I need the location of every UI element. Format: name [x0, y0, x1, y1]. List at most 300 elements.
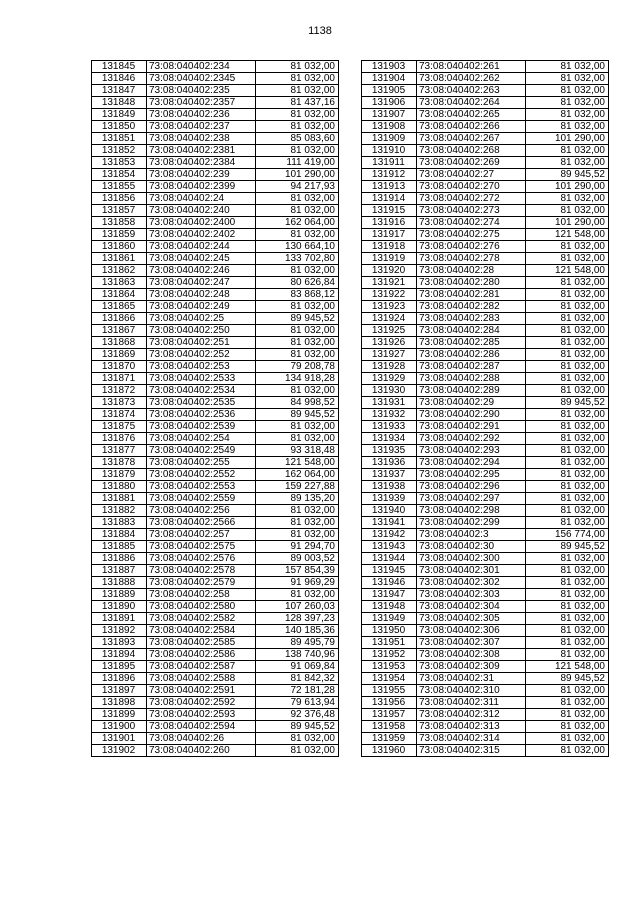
cadastral-number: 73:08:040402:263 [417, 85, 526, 97]
table-row [362, 601, 609, 613]
cadastral-number: 73:08:040402:261 [417, 61, 526, 73]
cadastral-value: 81 032,00 [256, 349, 339, 361]
table-row [362, 481, 609, 493]
cadastral-value: 89 003,52 [256, 553, 339, 565]
table-row [362, 649, 609, 661]
cadastral-number: 73:08:040402:2591 [147, 685, 256, 697]
cadastral-value: 140 185,36 [256, 625, 339, 637]
row-number: 131879 [92, 469, 147, 481]
row-number: 131924 [362, 313, 417, 325]
cadastral-value: 138 740,96 [256, 649, 339, 661]
cadastral-number: 73:08:040402:282 [417, 301, 526, 313]
cadastral-number: 73:08:040402:24 [147, 193, 256, 205]
table-row [362, 493, 609, 505]
table-row [362, 433, 609, 445]
row-number: 131952 [362, 649, 417, 661]
cadastral-number: 73:08:040402:28 [417, 265, 526, 277]
cadastral-value: 81 032,00 [256, 337, 339, 349]
table-row [92, 709, 339, 721]
cadastral-number: 73:08:040402:286 [417, 349, 526, 361]
table-row [362, 409, 609, 421]
row-number: 131902 [92, 745, 147, 757]
cadastral-value: 89 945,52 [256, 409, 339, 421]
cadastral-value: 101 290,00 [526, 217, 609, 229]
row-number: 131877 [92, 445, 147, 457]
table-row [362, 61, 609, 73]
cadastral-number: 73:08:040402:2592 [147, 697, 256, 709]
table-row [362, 445, 609, 457]
cadastral-number: 73:08:040402:298 [417, 505, 526, 517]
cadastral-value: 81 032,00 [256, 109, 339, 121]
cadastral-value: 128 397,23 [256, 613, 339, 625]
table-row [362, 661, 609, 673]
table-row [92, 277, 339, 289]
cadastral-number: 73:08:040402:2585 [147, 637, 256, 649]
row-number: 131942 [362, 529, 417, 541]
cadastral-number: 73:08:040402:270 [417, 181, 526, 193]
cadastral-value: 81 032,00 [526, 565, 609, 577]
cadastral-value: 93 318,48 [256, 445, 339, 457]
table-row [362, 241, 609, 253]
table-row [92, 241, 339, 253]
table-row [92, 313, 339, 325]
table-row [362, 289, 609, 301]
table-row [92, 697, 339, 709]
cadastral-value: 89 945,52 [256, 721, 339, 733]
table-row [362, 229, 609, 241]
table-row [362, 697, 609, 709]
table-row [362, 505, 609, 517]
cadastral-number: 73:08:040402:284 [417, 325, 526, 337]
cadastral-value: 81 032,00 [256, 85, 339, 97]
row-number: 131929 [362, 373, 417, 385]
cadastral-number: 73:08:040402:295 [417, 469, 526, 481]
cadastral-value: 81 032,00 [526, 97, 609, 109]
cadastral-value: 81 032,00 [526, 409, 609, 421]
table-row [362, 301, 609, 313]
cadastral-value: 81 032,00 [526, 109, 609, 121]
cadastral-number: 73:08:040402:255 [147, 457, 256, 469]
row-number: 131906 [362, 97, 417, 109]
cadastral-value: 81 032,00 [526, 553, 609, 565]
cadastral-value: 107 260,03 [256, 601, 339, 613]
cadastral-number: 73:08:040402:2345 [147, 73, 256, 85]
cadastral-value: 89 495,79 [256, 637, 339, 649]
table-row [92, 121, 339, 133]
row-number: 131901 [92, 733, 147, 745]
table-row [362, 685, 609, 697]
table-row [92, 529, 339, 541]
cadastral-number: 73:08:040402:2400 [147, 217, 256, 229]
cadastral-number: 73:08:040402:278 [417, 253, 526, 265]
table-row [362, 313, 609, 325]
cadastral-value: 89 945,52 [256, 313, 339, 325]
table-row [362, 457, 609, 469]
row-number: 131936 [362, 457, 417, 469]
cadastral-number: 73:08:040402:285 [417, 337, 526, 349]
table-row [92, 349, 339, 361]
cadastral-number: 73:08:040402:303 [417, 589, 526, 601]
cadastral-number: 73:08:040402:2593 [147, 709, 256, 721]
cadastral-value: 81 032,00 [526, 421, 609, 433]
table-row [362, 625, 609, 637]
row-number: 131900 [92, 721, 147, 733]
table-row [362, 553, 609, 565]
cadastral-value: 81 032,00 [526, 253, 609, 265]
row-number: 131943 [362, 541, 417, 553]
cadastral-number: 73:08:040402:314 [417, 733, 526, 745]
table-row [92, 361, 339, 373]
cadastral-number: 73:08:040402:3 [417, 529, 526, 541]
row-number: 131958 [362, 721, 417, 733]
table-row [92, 493, 339, 505]
table-row [92, 133, 339, 145]
row-number: 131870 [92, 361, 147, 373]
cadastral-value: 81 032,00 [256, 433, 339, 445]
row-number: 131925 [362, 325, 417, 337]
row-number: 131866 [92, 313, 147, 325]
table-row [362, 85, 609, 97]
row-number: 131948 [362, 601, 417, 613]
table-row [92, 421, 339, 433]
cadastral-value: 81 032,00 [526, 589, 609, 601]
cadastral-value: 81 032,00 [526, 685, 609, 697]
row-number: 131872 [92, 385, 147, 397]
cadastral-value: 81 032,00 [526, 457, 609, 469]
row-number: 131916 [362, 217, 417, 229]
cadastral-number: 73:08:040402:305 [417, 613, 526, 625]
table-row [92, 577, 339, 589]
cadastral-number: 73:08:040402:240 [147, 205, 256, 217]
cadastral-number: 73:08:040402:2536 [147, 409, 256, 421]
cadastral-value: 81 032,00 [526, 517, 609, 529]
row-number: 131869 [92, 349, 147, 361]
cadastral-number: 73:08:040402:2587 [147, 661, 256, 673]
cadastral-number: 73:08:040402:312 [417, 709, 526, 721]
table-row [92, 301, 339, 313]
table-row [362, 613, 609, 625]
cadastral-number: 73:08:040402:2566 [147, 517, 256, 529]
cadastral-number: 73:08:040402:304 [417, 601, 526, 613]
cadastral-value: 121 548,00 [526, 265, 609, 277]
cadastral-value: 81 032,00 [526, 241, 609, 253]
table-row [362, 361, 609, 373]
row-number: 131896 [92, 673, 147, 685]
cadastral-number: 73:08:040402:311 [417, 697, 526, 709]
row-number: 131944 [362, 553, 417, 565]
cadastral-number: 73:08:040402:287 [417, 361, 526, 373]
cadastral-value: 79 208,78 [256, 361, 339, 373]
row-number: 131940 [362, 505, 417, 517]
table-row [92, 673, 339, 685]
cadastral-number: 73:08:040402:315 [417, 745, 526, 757]
row-number: 131945 [362, 565, 417, 577]
row-number: 131848 [92, 97, 147, 109]
cadastral-value: 81 032,00 [526, 709, 609, 721]
cadastral-number: 73:08:040402:2586 [147, 649, 256, 661]
row-number: 131890 [92, 601, 147, 613]
row-number: 131931 [362, 397, 417, 409]
cadastral-value: 81 032,00 [256, 505, 339, 517]
cadastral-value: 133 702,80 [256, 253, 339, 265]
cadastral-value: 81 032,00 [256, 61, 339, 73]
table-row [92, 85, 339, 97]
row-number: 131937 [362, 469, 417, 481]
cadastral-value: 101 290,00 [526, 133, 609, 145]
table-row [92, 325, 339, 337]
cadastral-number: 73:08:040402:306 [417, 625, 526, 637]
cadastral-value: 81 032,00 [526, 481, 609, 493]
cadastral-number: 73:08:040402:288 [417, 373, 526, 385]
row-number: 131847 [92, 85, 147, 97]
cadastral-value: 83 868,12 [256, 289, 339, 301]
cadastral-value: 162 064,00 [256, 469, 339, 481]
row-number: 131926 [362, 337, 417, 349]
cadastral-number: 73:08:040402:272 [417, 193, 526, 205]
row-number: 131852 [92, 145, 147, 157]
cadastral-number: 73:08:040402:299 [417, 517, 526, 529]
table-row [362, 541, 609, 553]
cadastral-value: 81 032,00 [526, 277, 609, 289]
cadastral-number: 73:08:040402:236 [147, 109, 256, 121]
table-row [362, 349, 609, 361]
cadastral-value: 81 032,00 [526, 697, 609, 709]
cadastral-value: 81 032,00 [526, 577, 609, 589]
cadastral-value: 81 032,00 [526, 121, 609, 133]
cadastral-value: 81 032,00 [256, 517, 339, 529]
row-number: 131935 [362, 445, 417, 457]
cadastral-value: 81 032,00 [526, 469, 609, 481]
cadastral-number: 73:08:040402:283 [417, 313, 526, 325]
row-number: 131894 [92, 649, 147, 661]
cadastral-number: 73:08:040402:2533 [147, 373, 256, 385]
row-number: 131907 [362, 109, 417, 121]
cadastral-number: 73:08:040402:2381 [147, 145, 256, 157]
register-table-left [91, 60, 339, 757]
cadastral-number: 73:08:040402:27 [417, 169, 526, 181]
cadastral-number: 73:08:040402:244 [147, 241, 256, 253]
cadastral-value: 159 227,88 [256, 481, 339, 493]
table-row [362, 193, 609, 205]
cadastral-value: 81 032,00 [526, 385, 609, 397]
cadastral-value: 81 032,00 [256, 265, 339, 277]
row-number: 131898 [92, 697, 147, 709]
cadastral-value: 162 064,00 [256, 217, 339, 229]
cadastral-value: 81 032,00 [526, 445, 609, 457]
cadastral-number: 73:08:040402:293 [417, 445, 526, 457]
table-row [362, 97, 609, 109]
cadastral-value: 81 032,00 [526, 325, 609, 337]
cadastral-value: 81 032,00 [526, 73, 609, 85]
row-number: 131867 [92, 325, 147, 337]
row-number: 131897 [92, 685, 147, 697]
table-row [92, 109, 339, 121]
table-row [92, 733, 339, 745]
table-row [92, 565, 339, 577]
cadastral-number: 73:08:040402:256 [147, 505, 256, 517]
cadastral-value: 81 032,00 [256, 745, 339, 757]
cadastral-number: 73:08:040402:248 [147, 289, 256, 301]
table-row [92, 73, 339, 85]
row-number: 131910 [362, 145, 417, 157]
table-row [362, 565, 609, 577]
table-row [362, 709, 609, 721]
row-number: 131960 [362, 745, 417, 757]
cadastral-number: 73:08:040402:300 [417, 553, 526, 565]
row-number: 131928 [362, 361, 417, 373]
cadastral-value: 81 032,00 [526, 337, 609, 349]
row-number: 131933 [362, 421, 417, 433]
table-row [362, 673, 609, 685]
table-row [362, 205, 609, 217]
cadastral-value: 81 032,00 [526, 649, 609, 661]
cadastral-number: 73:08:040402:2534 [147, 385, 256, 397]
row-number: 131930 [362, 385, 417, 397]
cadastral-value: 81 032,00 [526, 361, 609, 373]
table-row [92, 505, 339, 517]
table-row [92, 229, 339, 241]
table-row [362, 253, 609, 265]
cadastral-number: 73:08:040402:2384 [147, 157, 256, 169]
cadastral-value: 81 032,00 [256, 205, 339, 217]
cadastral-value: 80 626,84 [256, 277, 339, 289]
table-row [92, 745, 339, 757]
cadastral-value: 81 032,00 [256, 145, 339, 157]
row-number: 131904 [362, 73, 417, 85]
row-number: 131888 [92, 577, 147, 589]
cadastral-number: 73:08:040402:246 [147, 265, 256, 277]
row-number: 131949 [362, 613, 417, 625]
row-number: 131905 [362, 85, 417, 97]
table-row [362, 181, 609, 193]
cadastral-number: 73:08:040402:310 [417, 685, 526, 697]
table-row [362, 277, 609, 289]
row-number: 131868 [92, 337, 147, 349]
table-row [362, 637, 609, 649]
table-row [92, 61, 339, 73]
row-number: 131886 [92, 553, 147, 565]
table-row [92, 553, 339, 565]
cadastral-number: 73:08:040402:2553 [147, 481, 256, 493]
table-row [92, 193, 339, 205]
cadastral-number: 73:08:040402:238 [147, 133, 256, 145]
table-row [362, 529, 609, 541]
row-number: 131883 [92, 517, 147, 529]
page-number: 1138 [308, 25, 332, 37]
row-number: 131860 [92, 241, 147, 253]
row-number: 131873 [92, 397, 147, 409]
table-row [92, 253, 339, 265]
cadastral-number: 73:08:040402:25 [147, 313, 256, 325]
cadastral-number: 73:08:040402:31 [417, 673, 526, 685]
row-number: 131849 [92, 109, 147, 121]
cadastral-number: 73:08:040402:308 [417, 649, 526, 661]
row-number: 131959 [362, 733, 417, 745]
row-number: 131955 [362, 685, 417, 697]
cadastral-number: 73:08:040402:237 [147, 121, 256, 133]
row-number: 131892 [92, 625, 147, 637]
row-number: 131956 [362, 697, 417, 709]
cadastral-value: 91 969,29 [256, 577, 339, 589]
row-number: 131950 [362, 625, 417, 637]
table-row [362, 721, 609, 733]
cadastral-number: 73:08:040402:268 [417, 145, 526, 157]
cadastral-number: 73:08:040402:262 [417, 73, 526, 85]
row-number: 131878 [92, 457, 147, 469]
row-number: 131899 [92, 709, 147, 721]
cadastral-value: 81 032,00 [526, 349, 609, 361]
row-number: 131923 [362, 301, 417, 313]
row-number: 131858 [92, 217, 147, 229]
table-row [362, 145, 609, 157]
row-number: 131846 [92, 73, 147, 85]
table-row [92, 409, 339, 421]
table-row [362, 169, 609, 181]
table-row [362, 745, 609, 757]
table-row [362, 133, 609, 145]
cadastral-number: 73:08:040402:280 [417, 277, 526, 289]
table-row [92, 397, 339, 409]
cadastral-number: 73:08:040402:2580 [147, 601, 256, 613]
cadastral-number: 73:08:040402:254 [147, 433, 256, 445]
row-number: 131889 [92, 589, 147, 601]
table-row [92, 265, 339, 277]
row-number: 131854 [92, 169, 147, 181]
row-number: 131881 [92, 493, 147, 505]
row-number: 131941 [362, 517, 417, 529]
cadastral-number: 73:08:040402:2559 [147, 493, 256, 505]
cadastral-value: 134 918,28 [256, 373, 339, 385]
row-number: 131915 [362, 205, 417, 217]
cadastral-number: 73:08:040402:2576 [147, 553, 256, 565]
cadastral-value: 85 083,60 [256, 133, 339, 145]
row-number: 131850 [92, 121, 147, 133]
cadastral-value: 81 032,00 [526, 145, 609, 157]
cadastral-value: 81 032,00 [526, 85, 609, 97]
cadastral-value: 81 032,00 [256, 589, 339, 601]
table-row [92, 613, 339, 625]
table-row [362, 589, 609, 601]
row-number: 131922 [362, 289, 417, 301]
row-number: 131859 [92, 229, 147, 241]
row-number: 131919 [362, 253, 417, 265]
cadastral-number: 73:08:040402:313 [417, 721, 526, 733]
table-row [362, 397, 609, 409]
cadastral-number: 73:08:040402:2575 [147, 541, 256, 553]
row-number: 131908 [362, 121, 417, 133]
table-row [92, 145, 339, 157]
table-row [362, 577, 609, 589]
cadastral-number: 73:08:040402:273 [417, 205, 526, 217]
cadastral-number: 73:08:040402:260 [147, 745, 256, 757]
table-row [362, 265, 609, 277]
table-row [362, 121, 609, 133]
cadastral-number: 73:08:040402:249 [147, 301, 256, 313]
table-row [92, 433, 339, 445]
cadastral-value: 81 032,00 [526, 313, 609, 325]
cadastral-number: 73:08:040402:2582 [147, 613, 256, 625]
table-row [92, 649, 339, 661]
cadastral-value: 91 294,70 [256, 541, 339, 553]
cadastral-number: 73:08:040402:2357 [147, 97, 256, 109]
table-row [92, 169, 339, 181]
table-row [92, 517, 339, 529]
cadastral-value: 81 032,00 [256, 733, 339, 745]
cadastral-number: 73:08:040402:281 [417, 289, 526, 301]
table-row [92, 97, 339, 109]
cadastral-value: 81 032,00 [256, 385, 339, 397]
row-number: 131953 [362, 661, 417, 673]
